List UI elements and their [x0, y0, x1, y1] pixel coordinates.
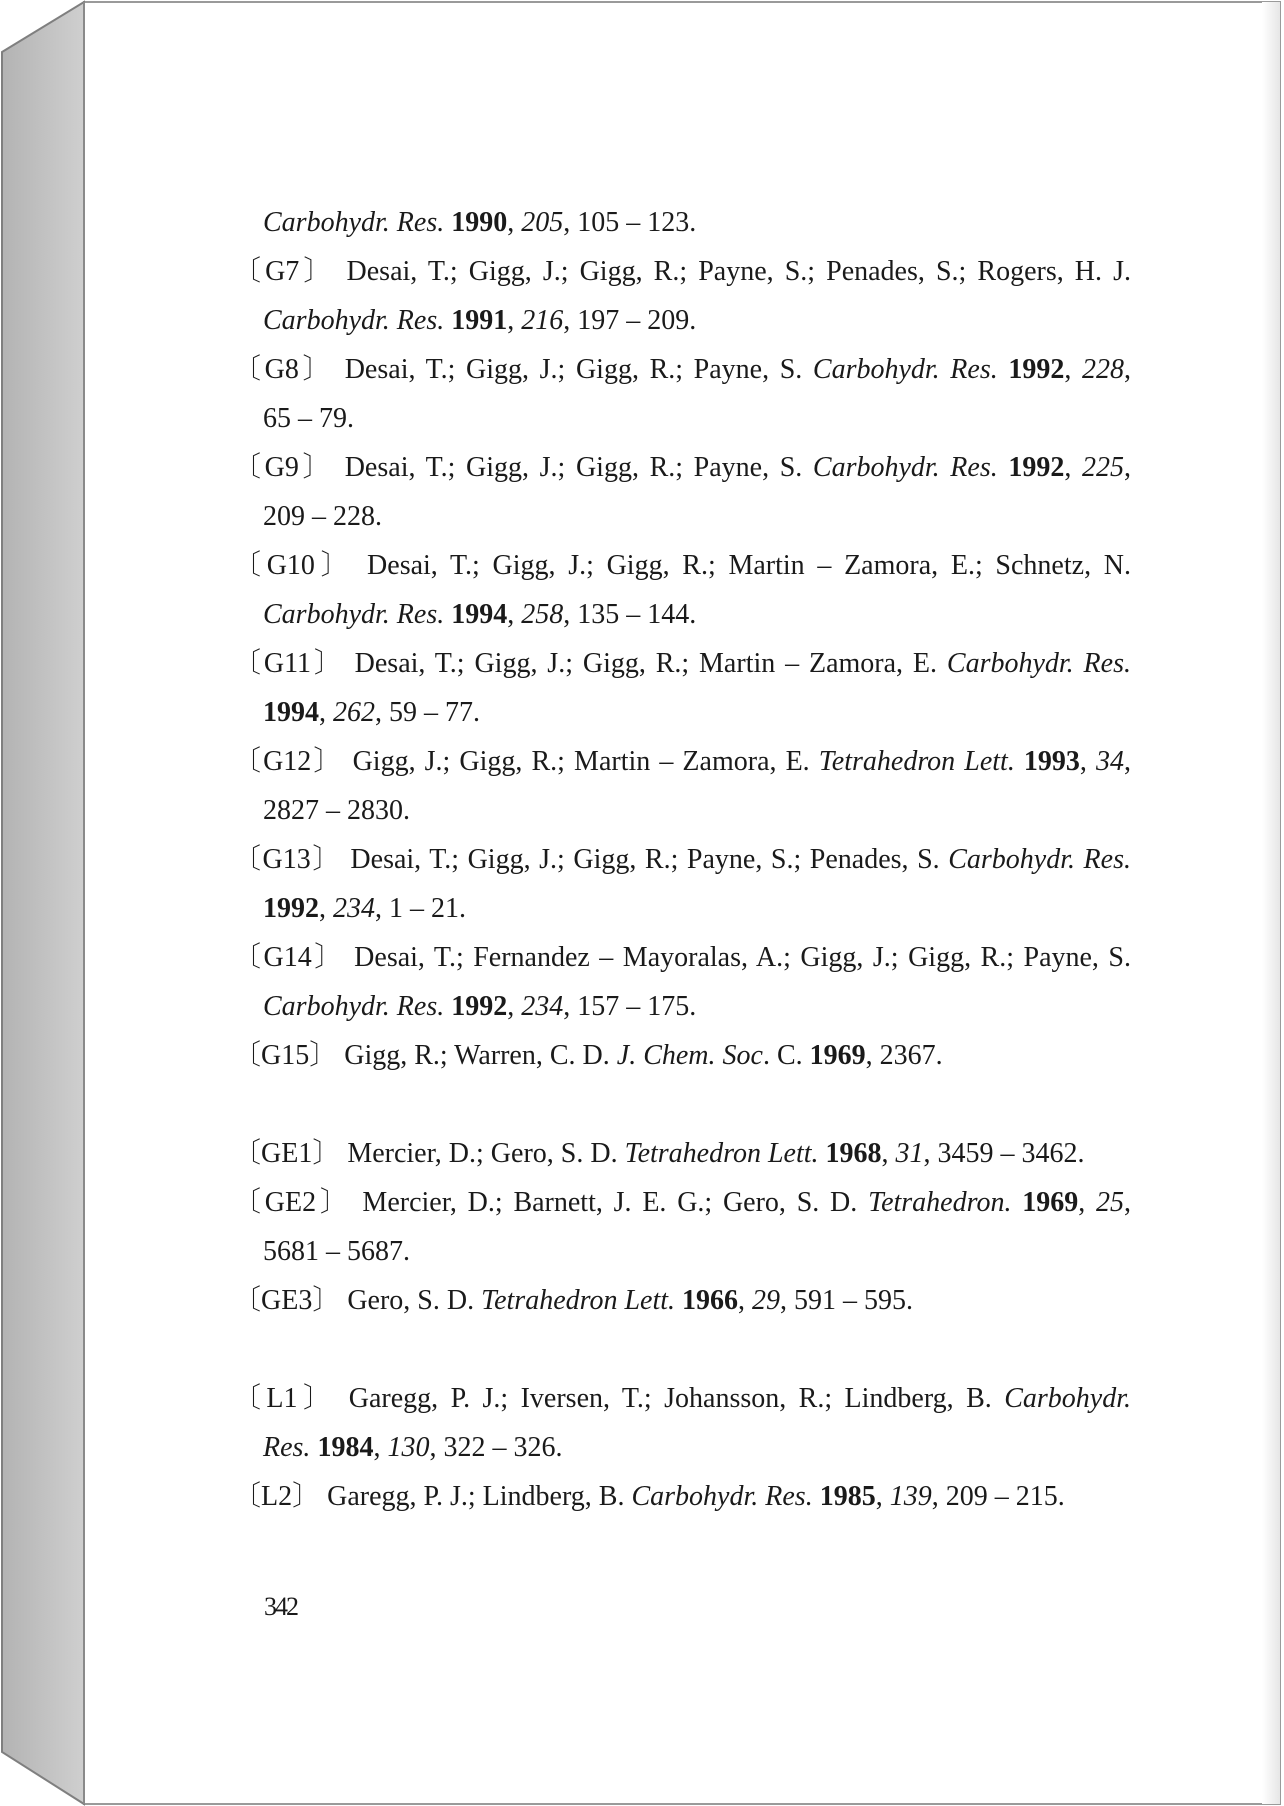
italic-text: Tetrahedron Lett. [481, 1285, 676, 1316]
italic-text: Res. [263, 1432, 311, 1463]
reference-line [233, 590, 1131, 639]
reference-l2 [233, 1472, 1131, 1521]
text-run: 〔G15〕 Gigg, R.; Warren, C. D. [233, 1040, 617, 1071]
reference-ge3 [233, 1276, 1131, 1325]
reference-g8 [233, 345, 1131, 443]
reference-line [233, 247, 1131, 296]
italic-text: Carbohydr. [1004, 1383, 1131, 1414]
italic-text: 234 [333, 893, 375, 924]
text-run: , 105 – 123. [563, 207, 697, 238]
reference-l1 [233, 1374, 1131, 1472]
text-run: 〔G7〕 Desai, T.; Gigg, J.; Gigg, R.; Payne, S.; Penades, S.; Rogers, H. J. [233, 256, 1131, 287]
reference-line [233, 835, 1131, 884]
italic-text: 130 [387, 1432, 430, 1463]
bold-text: 1992 [451, 991, 508, 1022]
text-run: 〔G13〕 Desai, T.; Gigg, J.; Gigg, R.; Payne, S.; Penades, S. [233, 844, 949, 875]
reference-line [233, 198, 1131, 247]
text-run [998, 354, 1009, 385]
text-run: , 2367. [865, 1040, 943, 1071]
bold-text: 1969 [1022, 1187, 1079, 1218]
book-spine [2, 2, 84, 1804]
text-run: , [507, 991, 522, 1022]
section-gap [233, 1080, 1131, 1129]
italic-text: 216 [521, 305, 564, 336]
text-run: 65 – 79. [263, 403, 354, 434]
text-run: , 135 – 144. [563, 599, 697, 630]
italic-text: 34 [1096, 746, 1125, 777]
reference-line [233, 1227, 1131, 1276]
italic-text: 29 [752, 1285, 781, 1316]
reference-line [233, 737, 1131, 786]
reference-g11 [233, 639, 1131, 737]
text-run: 〔G10〕 Desai, T.; Gigg, J.; Gigg, R.; Martin – Zamora, E.; Schnetz, N. [233, 550, 1131, 581]
italic-text: Carbohydr. Res. [948, 844, 1131, 875]
reference-line [233, 541, 1131, 590]
text-run: , [738, 1285, 753, 1316]
text-run: 5681 – 5687. [263, 1236, 410, 1267]
reference-line [233, 639, 1131, 688]
text-run [675, 1285, 682, 1316]
bold-text: 1992 [1008, 452, 1065, 483]
text-run: 〔GE3〕 Gero, S. D. [233, 1285, 482, 1316]
text-run: , [881, 1138, 896, 1169]
reference-line [233, 1031, 1131, 1080]
italic-text: 228 [1082, 354, 1124, 385]
italic-text: 234 [521, 991, 564, 1022]
reference-ge1 [233, 1129, 1131, 1178]
italic-text: 205 [521, 207, 564, 238]
bold-text: 1991 [451, 305, 508, 336]
reference-g15 [233, 1031, 1131, 1080]
text-run: 〔GE2〕 Mercier, D.; Barnett, J. E. G.; Gero, S. D. [233, 1187, 869, 1218]
text-run: . C. [762, 1040, 810, 1071]
text-run: , [1079, 746, 1097, 777]
text-run: , 59 – 77. [375, 697, 480, 728]
italic-text: J. Chem. Soc [616, 1040, 763, 1071]
text-run: , 3459 – 3462. [923, 1138, 1085, 1169]
section-gap [233, 1325, 1131, 1374]
italic-text: 139 [889, 1481, 932, 1512]
text-run: , [1124, 1187, 1132, 1218]
text-run: , 1 – 21. [375, 893, 466, 924]
text-run: 2827 – 2830. [263, 795, 410, 826]
text-run: , [1064, 452, 1082, 483]
text-run: , 591 – 595. [780, 1285, 914, 1316]
reference-line [233, 1423, 1131, 1472]
text-run: , [319, 893, 333, 924]
text-run: , [507, 305, 522, 336]
text-run [1011, 1187, 1022, 1218]
text-run: , [1078, 1187, 1097, 1218]
text-run: , [319, 697, 333, 728]
bold-text: 1992 [1008, 354, 1065, 385]
bold-text: 1968 [825, 1138, 882, 1169]
italic-text: Carbohydr. Res. [263, 599, 445, 630]
italic-text: 225 [1082, 452, 1124, 483]
text-run: 〔G14〕 Desai, T.; Fernandez – Mayoralas, A.; Gigg, J.; Gigg, R.; Payne, S. [233, 942, 1131, 973]
text-run: , [1124, 746, 1132, 777]
italic-text: Carbohydr. Res. [946, 648, 1131, 679]
reference-line [233, 786, 1131, 835]
italic-text: Carbohydr. Res. [263, 207, 445, 238]
reference-line [233, 296, 1131, 345]
reference-line [233, 1129, 1131, 1178]
reference-line [233, 982, 1131, 1031]
reference-line [233, 1472, 1131, 1521]
italic-text: 31 [895, 1138, 924, 1169]
reference-line [233, 443, 1131, 492]
italic-text: Carbohydr. Res. [263, 305, 445, 336]
reference-g7 [233, 247, 1131, 345]
reference-line [233, 394, 1131, 443]
bold-text: 1985 [819, 1481, 876, 1512]
reference-list [233, 198, 1131, 1521]
italic-text: 262 [333, 697, 375, 728]
text-run: 〔G8〕 Desai, T.; Gigg, J.; Gigg, R.; Payne, S. [233, 354, 813, 385]
reference-line [233, 1276, 1131, 1325]
italic-text: 25 [1096, 1187, 1125, 1218]
text-run [819, 1138, 826, 1169]
bold-text: 1994 [263, 697, 319, 728]
text-run: 〔GE1〕 Mercier, D.; Gero, S. D. [233, 1138, 625, 1169]
bold-text: 1992 [263, 893, 319, 924]
reference-line [233, 688, 1131, 737]
text-run: , 322 – 326. [429, 1432, 563, 1463]
text-run: , 209 – 215. [931, 1481, 1065, 1512]
text-run: 〔G9〕 Desai, T.; Gigg, J.; Gigg, R.; Payne, S. [233, 452, 813, 483]
text-run [1015, 746, 1024, 777]
page-edge [1262, 2, 1280, 1804]
reference-g10 [233, 541, 1131, 639]
reference-line [233, 1178, 1131, 1227]
italic-text: Tetrahedron Lett. [818, 746, 1015, 777]
italic-text: Carbohydr. Res. [631, 1481, 813, 1512]
text-run: , [1124, 354, 1131, 385]
text-run: , [507, 599, 522, 630]
reference-line [233, 933, 1131, 982]
text-run: , [373, 1432, 388, 1463]
italic-text: Tetrahedron Lett. [624, 1138, 819, 1169]
reference-ge2 [233, 1178, 1131, 1276]
reference-g12 [233, 737, 1131, 835]
bold-text: 1993 [1023, 746, 1080, 777]
bold-text: 1969 [809, 1040, 866, 1071]
text-run [813, 1481, 820, 1512]
bold-text: 1984 [317, 1432, 374, 1463]
text-run: , [875, 1481, 890, 1512]
reference-g9 [233, 443, 1131, 541]
reference-line [233, 345, 1131, 394]
text-run: , 157 – 175. [563, 991, 697, 1022]
text-run: 〔G12〕 Gigg, J.; Gigg, R.; Martin – Zamora, E. [233, 746, 819, 777]
bold-text: 1966 [682, 1285, 739, 1316]
italic-text: Tetrahedron. [868, 1187, 1012, 1218]
bold-text: 1990 [451, 207, 508, 238]
text-run: , [1124, 452, 1131, 483]
text-run: 〔G11〕 Desai, T.; Gigg, J.; Gigg, R.; Martin – Zamora, E. [233, 648, 947, 679]
page-number: 342 [264, 1592, 297, 1621]
reference-line [233, 1374, 1131, 1423]
text-run: , 197 – 209. [563, 305, 697, 336]
italic-text: Carbohydr. Res. [263, 991, 445, 1022]
reference-line [233, 492, 1131, 541]
bold-text: 1994 [451, 599, 508, 630]
text-run [998, 452, 1009, 483]
text-run: , [507, 207, 522, 238]
text-run: , [1064, 354, 1082, 385]
italic-text: 258 [521, 599, 564, 630]
italic-text: Carbohydr. Res. [812, 354, 998, 385]
reference-line [233, 884, 1131, 933]
reference-cont-g6 [233, 198, 1131, 247]
italic-text: Carbohydr. Res. [812, 452, 998, 483]
text-run: 〔L1〕 Garegg, P. J.; Iversen, T.; Johansson, R.; Lindberg, B. [233, 1383, 1005, 1414]
text-run: 209 – 228. [263, 501, 382, 532]
text-run: 〔L2〕 Garegg, P. J.; Lindberg, B. [233, 1481, 632, 1512]
reference-g13 [233, 835, 1131, 933]
reference-g14 [233, 933, 1131, 1031]
